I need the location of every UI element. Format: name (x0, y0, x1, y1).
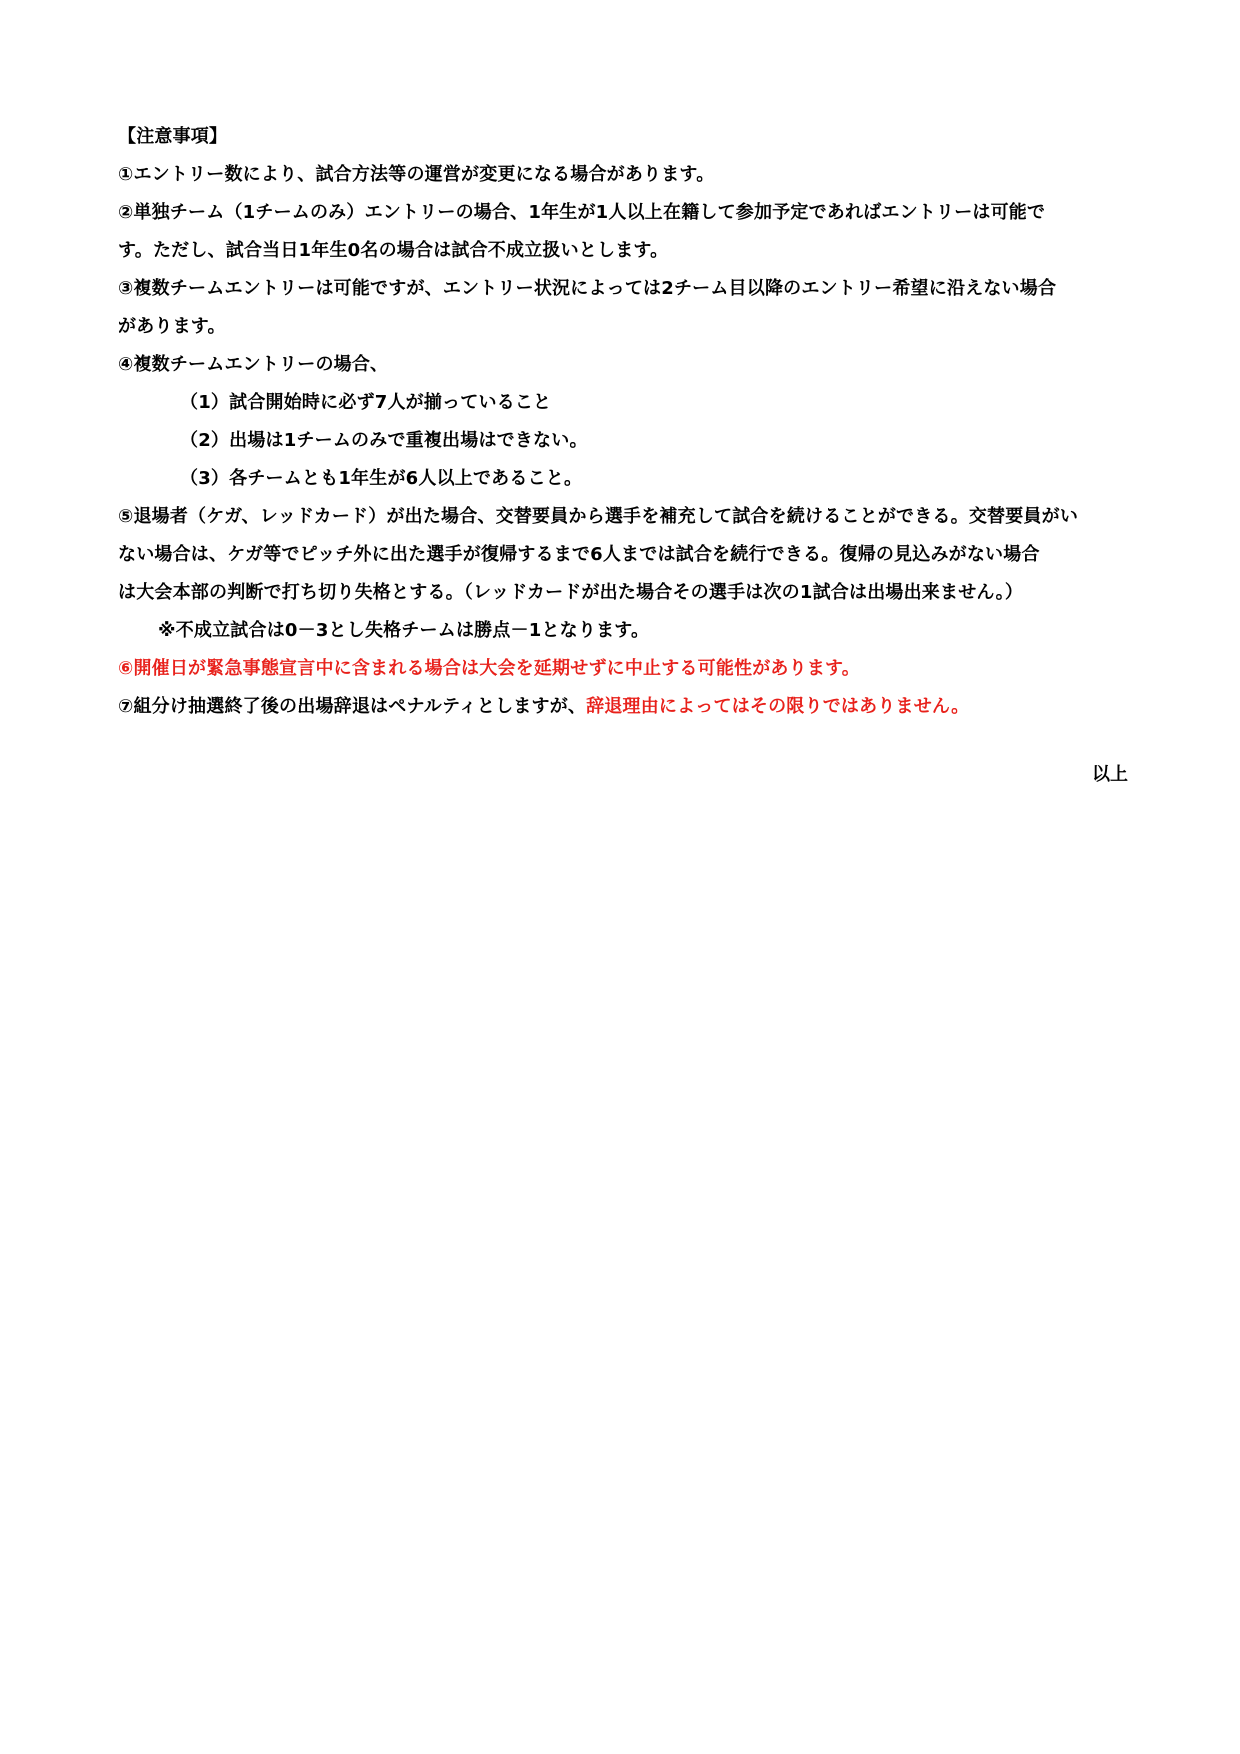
notice-item-2-line-1: ②単独チーム（1チームのみ）エントリーの場合、1年生が1人以上在籍して参加予定であればエントリーは可能で (118, 202, 1046, 223)
notice-item-4-sub-3: （3）各チームとも1年生が6人以上であること。 (180, 468, 583, 489)
notice-item-6: ⑥開催日が緊急事態宣言中に含まれる場合は大会を延期せずに中止する可能性があります。 (118, 658, 860, 679)
notice-item-2-line-2: す。ただし、試合当日1年生0名の場合は試合不成立扱いとします。 (118, 240, 669, 261)
notice-section (118, 118, 1128, 726)
notice-item-5-line-1: ⑤退場者（ケガ、レッドカード）が出た場合、交替要員から選手を補充して試合を続けることができる。交替要員がい (118, 506, 1079, 527)
notice-item-3-line-2: があります。 (118, 316, 226, 337)
notice-item-1: ①エントリー数により、試合方法等の運営が変更になる場合があります。 (118, 164, 715, 185)
notice-item-7-text: ⑦組分け抽選終了後の出場辞退はペナルティとしますが、 (118, 696, 587, 717)
notice-item-3-line-1: ③複数チームエントリーは可能ですが、エントリー状況によっては2チーム目以降のエントリー希望に沿えない場合 (118, 278, 1057, 299)
notice-item-5-line-2: ない場合は、ケガ等でピッチ外に出た選手が復帰するまで6人までは試合を続行できる。復帰の見込みがない場合 (118, 544, 1040, 565)
closing-text: 以上 (1092, 764, 1128, 785)
notice-item-7-highlight: 辞退理由によってはその限りではありません。 (586, 696, 970, 717)
notice-item-4: ④複数チームエントリーの場合、 (118, 354, 389, 375)
notice-item-5-note: ※不成立試合は0－3とし失格チームは勝点－1となります。 (158, 620, 650, 641)
notice-heading: 【注意事項】 (118, 126, 228, 147)
notice-item-5-line-3: は大会本部の判断で打ち切り失格とする。（レッドカードが出た場合その選手は次の1試合は出場出来ません。） (118, 582, 1024, 603)
notice-item-7 (118, 688, 1128, 726)
notice-item-4-sub-1: （1）試合開始時に必ず7人が揃っていること (180, 392, 552, 413)
notice-item-4-sub-2: （2）出場は1チームのみで重複出場はできない。 (180, 430, 588, 451)
